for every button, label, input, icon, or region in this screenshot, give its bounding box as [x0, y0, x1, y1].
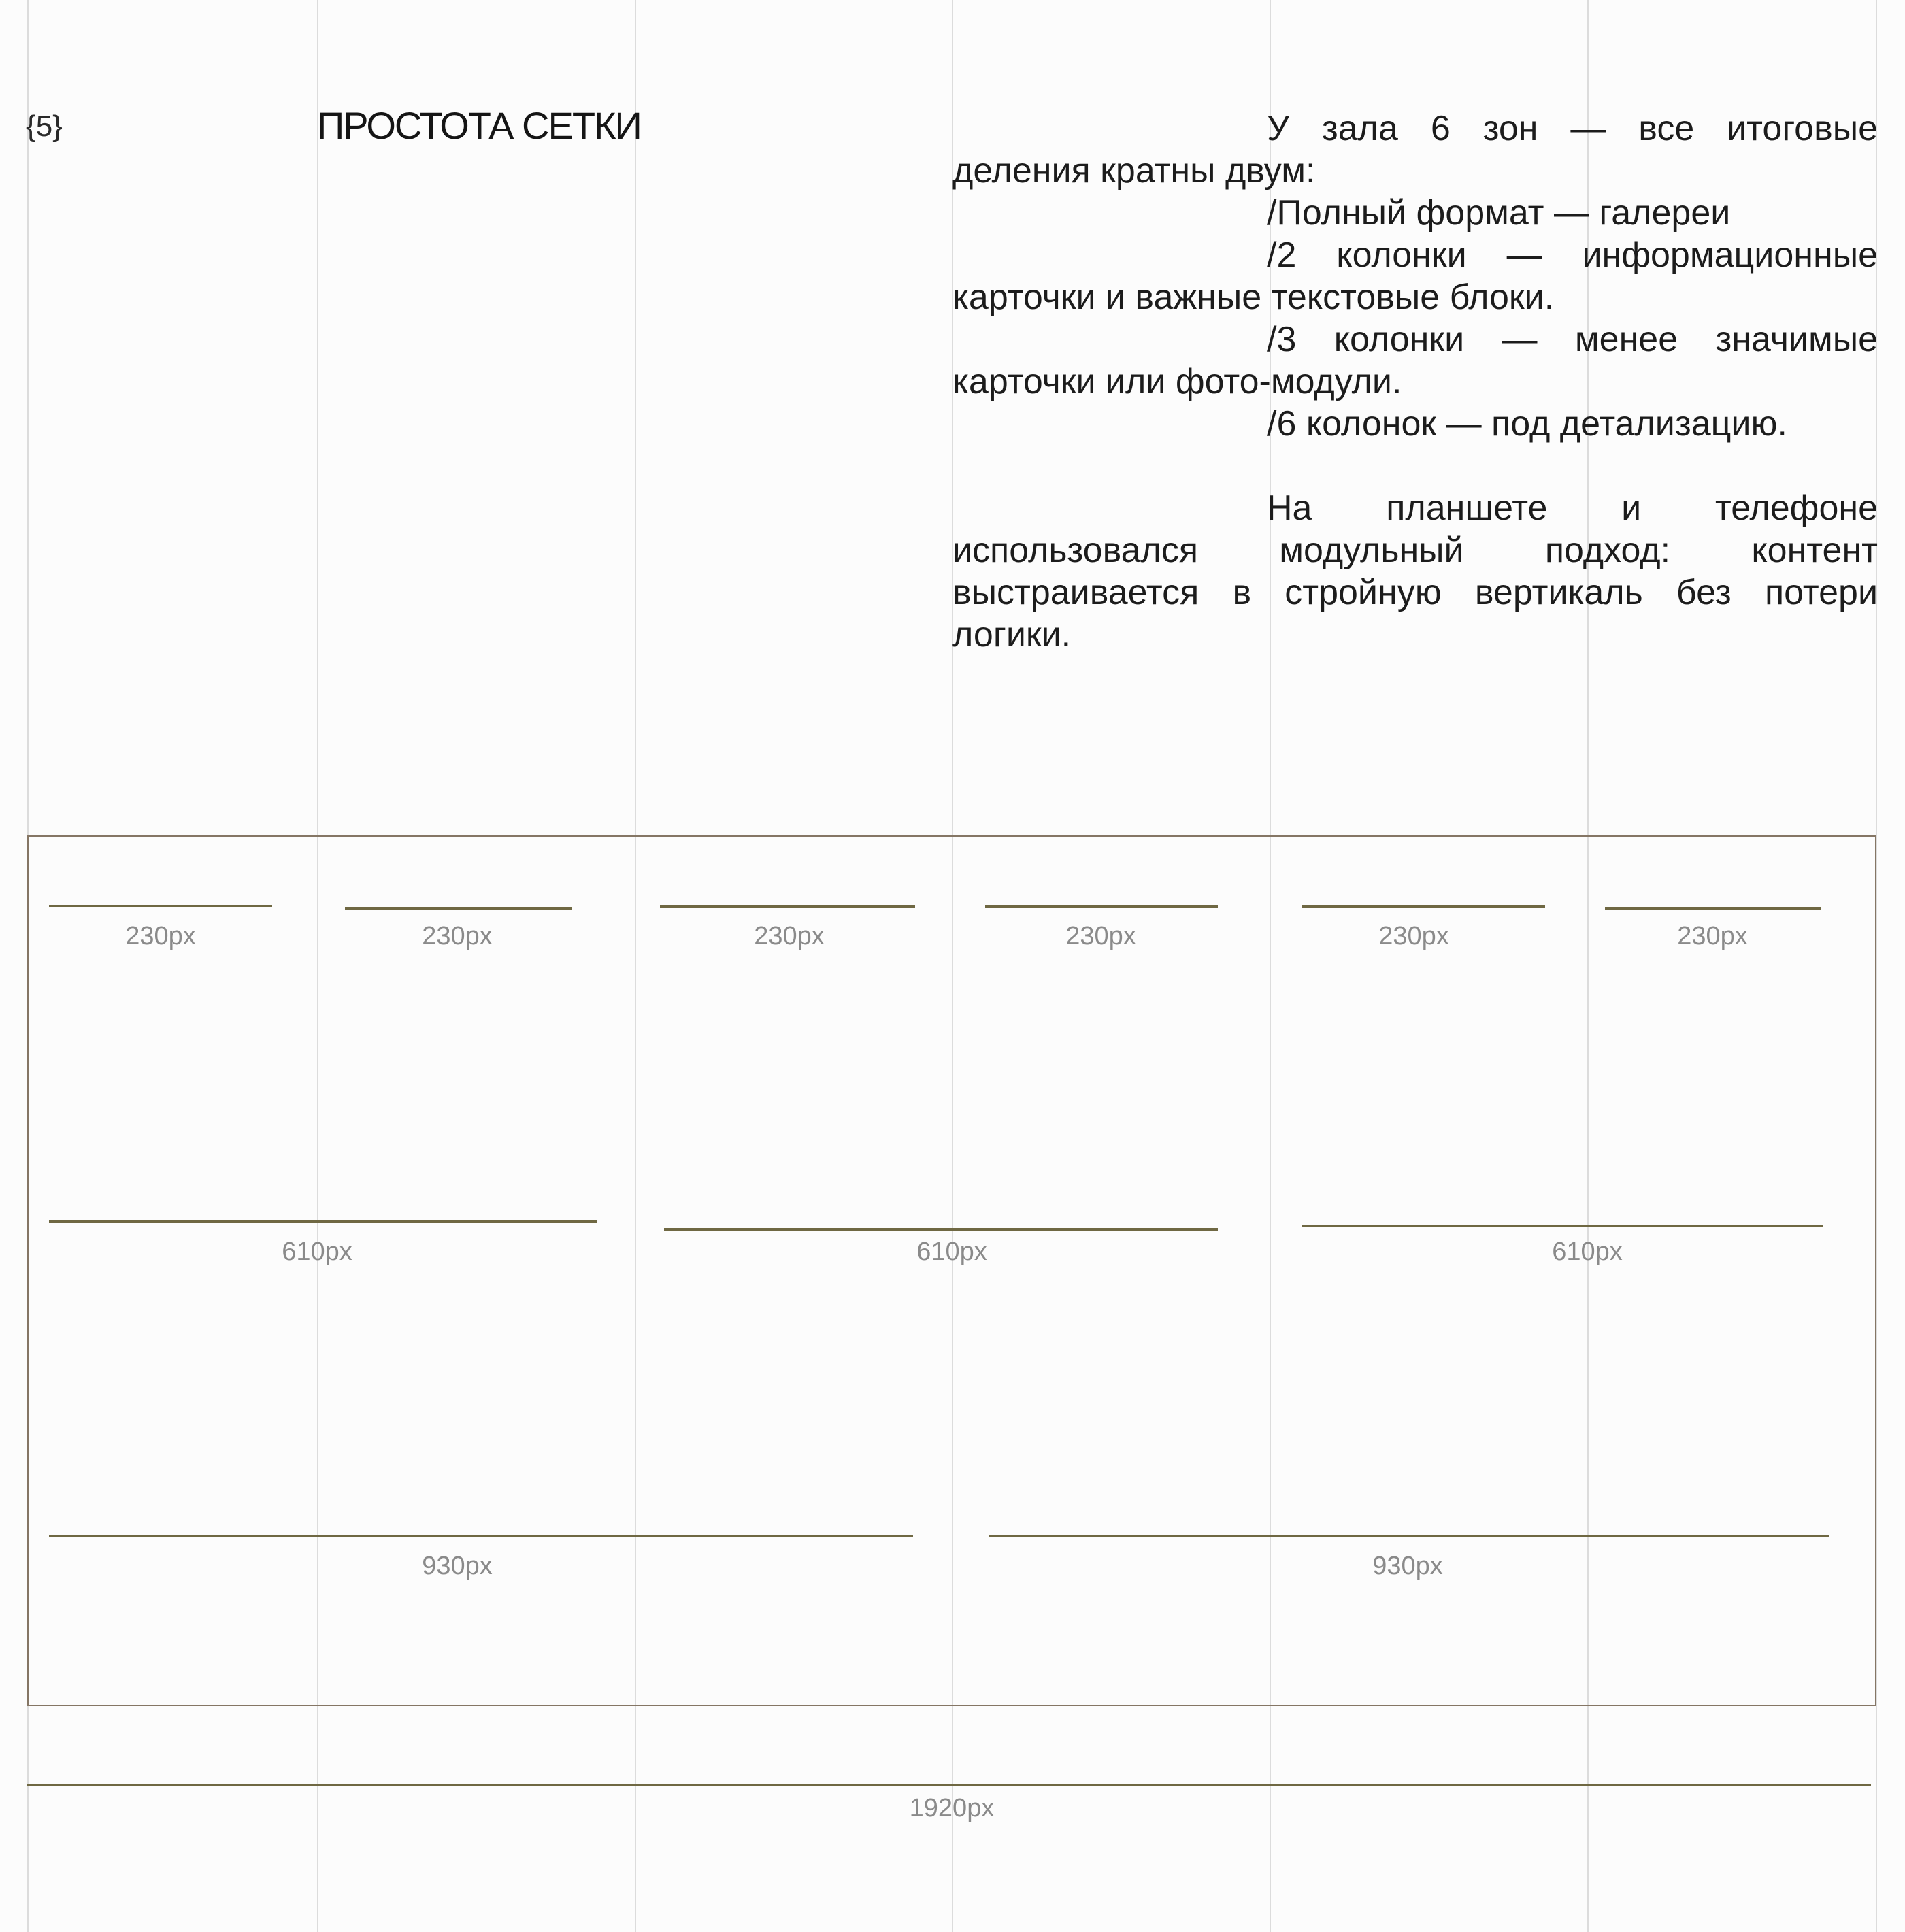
description-mobile-note: На планшете и телефоне использовался модульный подход: контент выстраивается в стройную вертикаль без потери логики.	[952, 488, 1878, 654]
two-column-measure-line	[989, 1535, 1829, 1537]
six-column-width-label: 230px	[1378, 922, 1449, 950]
full-width-measure-line	[27, 1784, 1871, 1786]
three-column-measure-line	[664, 1228, 1218, 1231]
six-column-width-label: 230px	[422, 922, 493, 950]
six-column-measure-line	[1605, 907, 1821, 910]
six-column-measure-line	[1302, 905, 1545, 908]
two-column-width-label: 930px	[1372, 1552, 1443, 1580]
grid-diagram-frame	[27, 835, 1876, 1706]
six-column-width-label: 230px	[125, 922, 196, 950]
two-column-width-label: 930px	[422, 1552, 493, 1580]
description-item: /3 колонки — менее значимые карточки или фото-модули.	[952, 320, 1878, 401]
three-column-width-label: 610px	[1552, 1237, 1623, 1266]
six-column-width-label: 230px	[1065, 922, 1136, 950]
paragraph-spacer	[952, 445, 1878, 487]
six-column-measure-line	[985, 905, 1218, 908]
three-column-width-label: 610px	[282, 1237, 352, 1266]
description-item: /2 колонки — информационные карточки и важные текстовые блоки.	[952, 235, 1878, 317]
full-width-label: 1920px	[909, 1794, 995, 1822]
six-column-measure-line	[49, 905, 272, 907]
description-item: /6 колонок — под детализацию.	[1267, 404, 1787, 444]
description-intro: У зала 6 зон — все итоговые деления кратны двум:	[952, 109, 1878, 190]
section-title: ПРОСТОТА СЕТКИ	[317, 104, 641, 147]
three-column-measure-line	[1302, 1225, 1823, 1227]
three-column-measure-line	[49, 1220, 597, 1223]
six-column-width-label: 230px	[754, 922, 825, 950]
grid-description	[952, 107, 1878, 656]
section-number: {5}	[26, 110, 63, 143]
description-item: /Полный формат — галереи	[1267, 193, 1731, 233]
six-column-measure-line	[345, 907, 572, 910]
three-column-width-label: 610px	[916, 1237, 987, 1266]
six-column-measure-line	[660, 905, 915, 908]
six-column-width-label: 230px	[1677, 922, 1748, 950]
two-column-measure-line	[49, 1535, 913, 1537]
